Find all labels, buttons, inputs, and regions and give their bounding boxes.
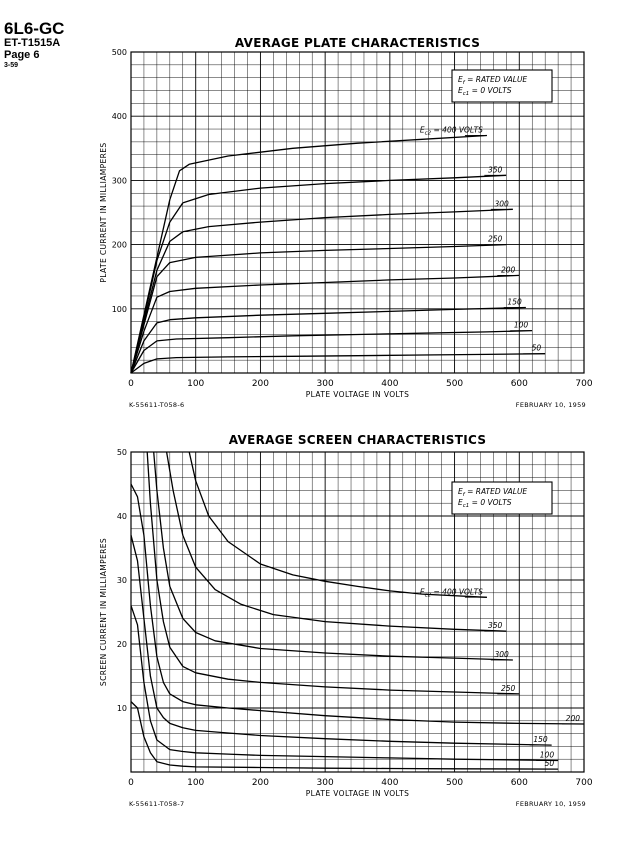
curve-label-400: $E_{c2} = 400$ VOLTS — [419, 587, 483, 599]
footer-code: K-55611-T058-6 — [129, 401, 185, 409]
y-tick-label: 20 — [116, 640, 127, 649]
footer-code: K-55611-T058-7 — [129, 800, 185, 808]
page-number: Page 6 — [4, 49, 40, 61]
y-tick-label: 40 — [116, 512, 127, 521]
x-tick-label: 0 — [128, 379, 134, 389]
x-tick-label: 400 — [381, 379, 399, 389]
footer-date: FEBRUARY 10, 1959 — [515, 800, 586, 808]
series-line-150 — [131, 308, 526, 374]
series-line-100 — [131, 331, 532, 373]
y-tick-label: 10 — [116, 704, 127, 713]
footer-date: FEBRUARY 10, 1959 — [515, 401, 586, 409]
conditions-box — [452, 482, 552, 514]
curve-label-150: 150 — [507, 297, 522, 307]
curve-label-100: 100 — [513, 320, 529, 330]
series-line-50 — [131, 702, 558, 770]
condition-text: $E_{c1} = 0$ VOLTS — [458, 86, 512, 97]
y-tick-label: 200 — [111, 240, 127, 250]
curve-label-50: 50 — [531, 343, 542, 353]
x-tick-label: 500 — [445, 778, 464, 788]
condition-text: $E_f$ = RATED VALUE — [458, 75, 528, 86]
curve-label-350: 350 — [488, 165, 503, 175]
curve-label-400: $E_{c2} = 400$ VOLTS — [419, 125, 483, 137]
x-tick-label: 100 — [187, 379, 205, 389]
curve-label-300: 300 — [494, 199, 509, 209]
series-line-350 — [131, 175, 506, 373]
x-tick-label: 600 — [510, 778, 528, 788]
y-tick-label: 500 — [111, 48, 127, 57]
date-code: 3-59 — [4, 62, 19, 69]
x-tick-label: 400 — [381, 778, 399, 788]
curve-label-200: 200 — [500, 265, 516, 275]
y-tick-label: 400 — [111, 112, 127, 122]
condition-text: $E_{c1} = 0$ VOLTS — [458, 498, 512, 509]
condition-text: $E_f$ = RATED VALUE — [458, 487, 528, 498]
x-tick-label: 600 — [510, 379, 528, 389]
x-tick-label: 200 — [251, 379, 270, 389]
x-tick-label: 500 — [445, 379, 464, 389]
x-tick-label: 700 — [575, 778, 593, 788]
series-line-400 — [131, 136, 487, 374]
x-axis-label: PLATE VOLTAGE IN VOLTS — [305, 789, 410, 798]
y-axis-label: PLATE CURRENT IN MILLIAMPERES — [99, 142, 108, 283]
curve-label-150: 150 — [533, 735, 548, 745]
tube-type: 6L6-GC — [4, 19, 65, 38]
curve-label-250: 250 — [488, 234, 503, 244]
x-tick-label: 100 — [187, 778, 205, 788]
chart-title: AVERAGE SCREEN CHARACTERISTICS — [228, 433, 487, 447]
curve-label-100: 100 — [539, 750, 555, 760]
curve-label-250: 250 — [500, 683, 516, 693]
x-tick-label: 0 — [128, 778, 134, 788]
y-tick-label: 100 — [111, 304, 127, 314]
curve-label-200: 200 — [565, 714, 580, 723]
y-tick-label: 30 — [116, 576, 127, 585]
document-number: ET-T1515A — [4, 37, 61, 49]
x-tick-label: 700 — [575, 379, 593, 389]
curve-label-300: 300 — [494, 650, 509, 659]
y-axis-label: SCREEN CURRENT IN MILLIAMPERES — [99, 537, 108, 687]
chart-2 — [99, 433, 593, 808]
chart-title: AVERAGE PLATE CHARACTERISTICS — [234, 36, 481, 50]
x-axis-label: PLATE VOLTAGE IN VOLTS — [305, 390, 410, 399]
x-tick-label: 200 — [251, 778, 270, 788]
curve-label-50: 50 — [544, 759, 555, 769]
series-line-150 — [131, 535, 552, 745]
x-tick-label: 300 — [316, 778, 334, 788]
series-line-300 — [131, 209, 513, 373]
curve-label-350: 350 — [488, 621, 503, 631]
y-tick-label: 300 — [111, 176, 127, 186]
x-tick-label: 300 — [316, 379, 334, 389]
chart-1 — [99, 36, 593, 409]
y-tick-label: 50 — [116, 448, 127, 457]
conditions-box — [452, 70, 552, 102]
